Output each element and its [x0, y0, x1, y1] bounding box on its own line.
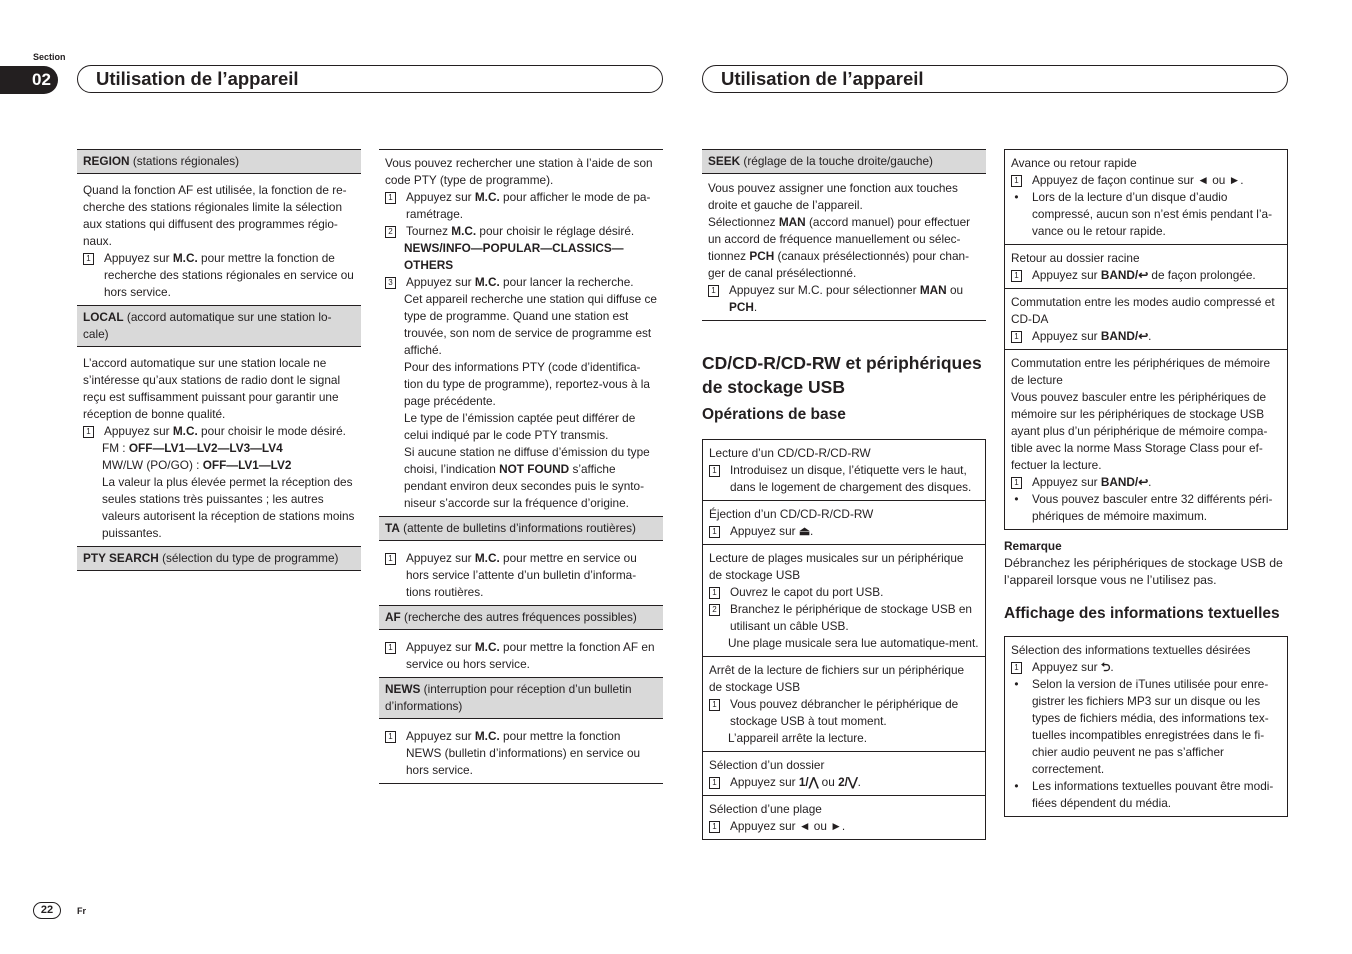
column-2 — [379, 149, 663, 784]
eject-icon: ⏏ — [798, 524, 811, 538]
mw-values: MW/LW (PO/GO) : OFF—LV1—LV2 — [102, 458, 292, 472]
bullet-icon: • — [1014, 779, 1019, 793]
op-bullet: • Vous pouvez basculer entre 32 différents péri-phériques de mémoire maximum. — [1011, 491, 1281, 525]
op-eject-cd: Éjection d’un CD/CD-R/CD-RW 1 Appuyez sur ⏏. — [703, 501, 985, 545]
region-text: Quand la fonction AF est utilisée, la fonction de re-cherche des stations régionales limite la sélection aux stations qui diffusent des programmes régio-naux. — [83, 183, 347, 248]
remark-title: Remarque — [1004, 539, 1062, 553]
step-number: 1 — [709, 587, 720, 599]
step-number: 1 — [709, 465, 720, 477]
pty-note-3: Le type de l’émission captée peut différer de celui indiqué par le code PTY transmis. — [404, 411, 636, 442]
step-number: 1 — [709, 699, 720, 711]
step-number: 1 — [1011, 331, 1022, 343]
step-number: 1 — [708, 285, 719, 297]
step-number: 1 — [385, 553, 396, 565]
op-step: 1 Appuyez sur BAND/↩ de façon prolongée. — [1011, 267, 1281, 284]
pty-search-heading: PTY SEARCH (sélection du type de programme) — [77, 547, 361, 571]
column-3 — [702, 149, 986, 840]
op-switch-audio-mode: Commutation entre les modes audio compressé et CD-DA 1 Appuyez sur BAND/↩. — [1005, 289, 1287, 350]
op-select-folder: Sélection d’un dossier 1 Appuyez sur 1/⋀ ou 2/⋁. — [703, 752, 985, 796]
local-step: 1 Appuyez sur M.C. pour choisir le mode désiré. — [83, 423, 355, 440]
op-step: 1 Vous pouvez débrancher le périphérique de stockage USB à tout moment. — [709, 696, 979, 730]
op-step: 1 Appuyez sur ◄ ou ►. — [709, 818, 979, 835]
seek-text-2: Sélectionnez MAN (accord manuel) pour effectuer un accord de fréquence manuellement ou sélec-tionnez PCH (canaux présélectionnés) pour chan-ger de canal présélectionné. — [708, 215, 971, 280]
ta-heading: TA (attente de bulletins d’informations routières) — [379, 517, 663, 541]
op-bullet: • Lors de la lecture d’un disque d’audio compressé, aucun son n’est émis pendant l’a-vance ou le retour rapide. — [1011, 189, 1281, 240]
op-step: 1 Appuyez sur ⮌. — [1011, 659, 1281, 676]
op-select-text-info: Sélection des informations textuelles désirées 1 Appuyez sur ⮌. • Selon la version de iTunes utilisée pour enre-gistrer les fichiers MP3 sur un disque ou les types de fichiers média, des informations tex-tuelles incompatibles enregistrées dans le fi-chier audio peuvent ne pas s’afficher correctement. • Les informations textuelles pouvant être modi-fiées dépendent du média. — [1005, 637, 1287, 816]
op-step: 1 Appuyez de façon continue sur ◄ ou ►. — [1011, 172, 1281, 189]
local-block — [77, 347, 361, 547]
local-heading: LOCAL (accord automatique sur une station lo-cale) — [77, 306, 361, 347]
operations-table — [702, 439, 986, 840]
local-note: La valeur la plus élevée permet la réception des seules stations très puissantes ; les autres valeurs autorisent la réception de stations moins puissantes. — [102, 475, 355, 540]
region-heading: REGION (stations régionales) — [77, 149, 361, 174]
news-step: 1 Appuyez sur M.C. pour mettre la fonction NEWS (bulletin d’informations) en service ou hors service. — [385, 728, 657, 779]
af-block — [379, 630, 663, 677]
step-number: 1 — [385, 731, 396, 743]
region-step: 1 Appuyez sur M.C. pour mettre la fonction de recherche des stations régionales en service ou hors service. — [83, 250, 355, 301]
seek-heading: SEEK (réglage de la touche droite/gauche) — [702, 149, 986, 174]
seek-text-1: Vous pouvez assigner une fonction aux touches droite et gauche de l’appareil. — [708, 181, 958, 212]
op-step: 1 Appuyez sur BAND/↩. — [1011, 328, 1281, 345]
op-step: 1 Appuyez sur ⏏. — [709, 523, 979, 540]
step-number: 1 — [709, 777, 720, 789]
step-number: 1 — [385, 642, 396, 654]
op-switch-memory: Commutation entre les périphériques de mémoire de lecture Vous pouvez basculer entre les périphériques de mémoire sur les périphériques de stockage USB ayant plus d’un périphérique de mémoire compa-tible avec la norme Mass Storage Class pour ef-fectuer la lecture. 1 Appuyez sur BAND/↩. • Vous pouvez basculer entre 32 différents péri-phériques de mémoire maximum. — [1005, 350, 1287, 529]
op-step: 2 Branchez le périphérique de stockage USB en utilisant un câble USB. — [709, 601, 979, 635]
op-step: 1 Introduisez un disque, l’étiquette vers le haut, dans le logement de chargement des disques. — [709, 462, 979, 496]
remark-text: Débranchez les périphériques de stockage USB de l’appareil lorsque vous ne l’utilisez pas. — [1004, 556, 1283, 587]
pty-step-3: 3 Appuyez sur M.C. pour lancer la recherche. — [385, 274, 657, 291]
language-code: Fr — [77, 906, 86, 916]
step-number: 1 — [1011, 175, 1022, 187]
pty-intro: Vous pouvez rechercher une station à l’aide de son code PTY (type de programme). — [385, 156, 653, 187]
op-stop-usb: Arrêt de la lecture de fichiers sur un périphérique de stockage USB 1 Vous pouvez débrancher le périphérique de stockage USB à tout moment. L’appareil arrête la lecture. — [703, 657, 985, 752]
step-number: 1 — [709, 526, 720, 538]
step-number: 1 — [83, 253, 94, 265]
op-fast-forward: Avance ou retour rapide 1 Appuyez de façon continue sur ◄ ou ►. • Lors de la lecture d’un disque d’audio compressé, aucun son n’est émis pendant l’a-vance ou le retour rapide. — [1005, 150, 1287, 245]
page-number: 22 — [33, 902, 61, 919]
step-number: 1 — [1011, 662, 1022, 674]
af-step: 1 Appuyez sur M.C. pour mettre la fonction AF en service ou hors service. — [385, 639, 657, 673]
news-heading: NEWS (interruption pour réception d’un bulletin d’informations) — [379, 677, 663, 719]
column-1 — [77, 149, 361, 571]
text-info-heading: Affichage des informations textuelles — [1004, 605, 1280, 622]
cd-usb-heading: CD/CD-R/CD-RW et périphériques de stockage USB — [702, 353, 982, 397]
bullet-icon: • — [1014, 190, 1019, 204]
op-step: 1 Appuyez sur 1/⋀ ou 2/⋁. — [709, 774, 979, 791]
local-text: L’accord automatique sur une station locale ne s’intéresse qu’aux stations de radio dont le signal reçu est suffisamment puissant pour garantir une réception de bonne qualité. — [83, 356, 341, 421]
column-4 — [1004, 149, 1288, 817]
ta-step: 1 Appuyez sur M.C. pour mettre en service ou hors service l’attente d’un bulletin d’informa-tions routières. — [385, 550, 657, 601]
step-number: 1 — [385, 192, 396, 204]
fm-values: FM : OFF—LV1—LV2—LV3—LV4 — [102, 441, 283, 455]
op-step: 1 Appuyez sur BAND/↩. — [1011, 474, 1281, 491]
pty-values: NEWS/INFO—POPULAR—CLASSICS—OTHERS — [404, 241, 624, 272]
op-play-cd: Lecture d’un CD/CD-R/CD-RW 1 Introduisez un disque, l’étiquette vers le haut, dans le logement de chargement des disques. — [703, 440, 985, 501]
return-icon: ⮌ — [1100, 660, 1111, 674]
right-page-title: Utilisation de l’appareil — [702, 65, 1288, 93]
step-number: 1 — [1011, 477, 1022, 489]
bullet-icon: • — [1014, 492, 1019, 506]
ta-block — [379, 541, 663, 605]
left-page-title: Utilisation de l’appareil — [77, 65, 663, 93]
af-heading: AF (recherche des autres fréquences possibles) — [379, 605, 663, 630]
step-number: 1 — [709, 821, 720, 833]
bullet-icon: • — [1014, 677, 1019, 691]
pty-note-1: Cet appareil recherche une station qui diffuse ce type de programme. Quand une station est trouvée, son nom de service de programme est affiché. — [404, 292, 657, 357]
basic-operations-heading: Opérations de base — [702, 406, 846, 423]
step-number: 3 — [385, 277, 396, 289]
step-number: 1 — [83, 426, 94, 438]
pty-step-2: 2 Tournez M.C. pour choisir le réglage désiré. — [385, 223, 657, 240]
text-info-table — [1004, 636, 1288, 817]
op-select-track: Sélection d’une plage 1 Appuyez sur ◄ ou ►. — [703, 796, 985, 839]
op-bullet: • Selon la version de iTunes utilisée pour enre-gistrer les fichiers MP3 sur un disque ou les types de fichiers média, des informations tex-tuelles incompatibles enregistrées dans le fi-chier audio peuvent ne pas s’afficher correctement. — [1011, 676, 1281, 778]
op-bullet: • Les informations textuelles pouvant être modi-fiées dépendent du média. — [1011, 778, 1281, 812]
pty-note-2: Pour des informations PTY (code d’identifica-tion du type de programme), reportez-vous à la page précédente. — [404, 360, 650, 408]
seek-block — [702, 174, 986, 321]
section-number-tab: 02 — [0, 66, 58, 94]
region-block — [77, 174, 361, 306]
pty-block — [379, 149, 663, 517]
news-block — [379, 719, 663, 784]
op-play-usb: Lecture de plages musicales sur un périphérique de stockage USB 1 Ouvrez le capot du port USB. 2 Branchez le périphérique de stockage USB en utilisant un câble USB. Une plage musicale sera lue automatique-ment. — [703, 545, 985, 657]
step-number: 1 — [1011, 270, 1022, 282]
op-root-folder: Retour au dossier racine 1 Appuyez sur BAND/↩ de façon prolongée. — [1005, 245, 1287, 289]
operations-table-continued — [1004, 149, 1288, 530]
step-number: 2 — [709, 604, 720, 616]
step-number: 2 — [385, 226, 396, 238]
pty-step-1: 1 Appuyez sur M.C. pour afficher le mode de pa-ramétrage. — [385, 189, 657, 223]
pty-note-4: Si aucune station ne diffuse d’émission du type choisi, l’indication NOT FOUND s’affiche pendant environ deux secondes puis le synto-niseur s’accorde sur la fréquence d’origine. — [404, 445, 650, 510]
seek-step: 1 Appuyez sur M.C. pour sélectionner MAN ou PCH. — [708, 282, 980, 316]
op-step: 1 Ouvrez le capot du port USB. — [709, 584, 979, 601]
section-label: Section — [33, 52, 66, 62]
